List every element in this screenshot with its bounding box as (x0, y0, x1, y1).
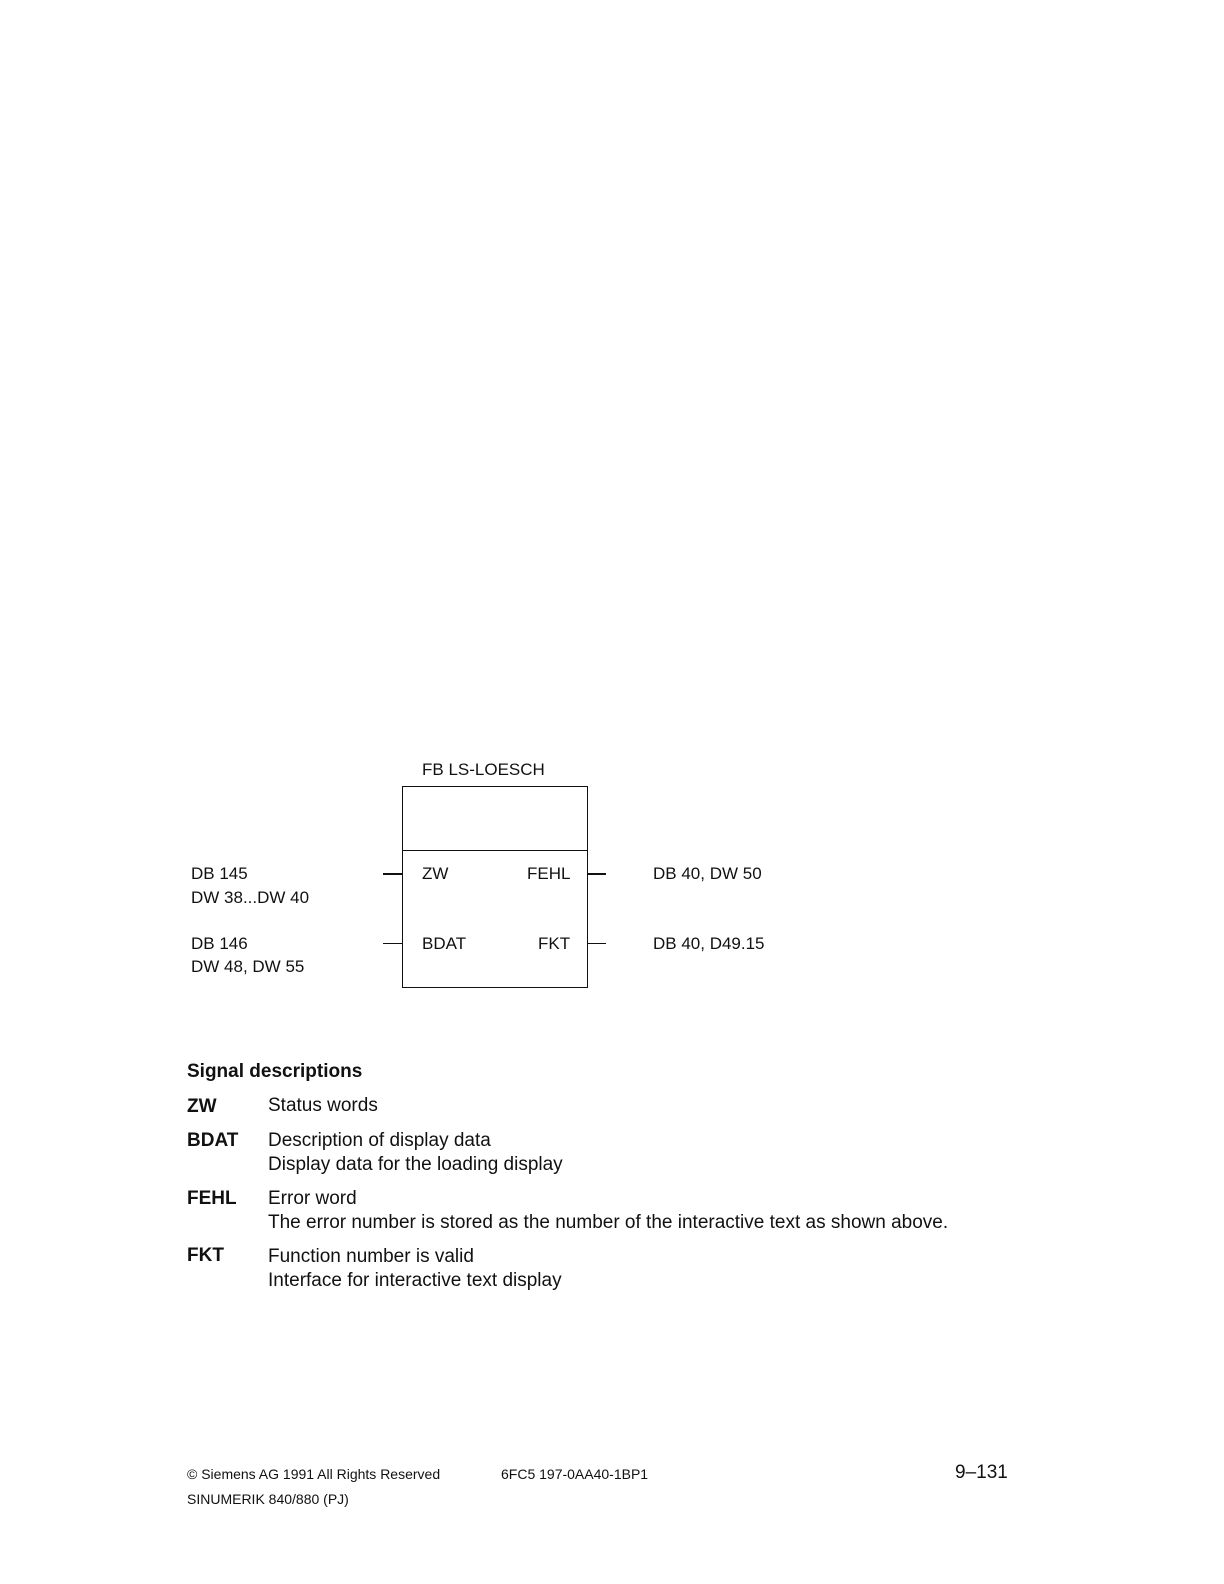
pin-zw: ZW (422, 864, 449, 883)
input-wire-zw (383, 873, 402, 875)
block-header-divider (403, 850, 587, 851)
input-wire-bdat (383, 943, 402, 944)
pin-bdat: BDAT (422, 934, 467, 953)
output-wire-fkt (588, 943, 606, 944)
signal-term-fehl: FEHL (187, 1188, 237, 1209)
function-block-box (402, 786, 588, 988)
pin-fkt: FKT (538, 934, 571, 953)
output-target-fkt: DB 40, D49.15 (653, 934, 765, 953)
signal-desc-zw-line1: Status words (268, 1095, 378, 1116)
input-source-bdat-line1: DB 146 (191, 934, 248, 953)
footer-order-number: 6FC5 197-0AA40-1BP1 (501, 1466, 649, 1482)
footer-copyright: © Siemens AG 1991 All Rights Reserved (187, 1466, 441, 1482)
signal-desc-fehl-line2: The error number is stored as the number of the interactive text as shown above. (268, 1212, 949, 1233)
signal-descriptions-heading: Signal descriptions (187, 1061, 363, 1082)
signal-desc-bdat-line1: Description of display data (268, 1130, 491, 1151)
signal-desc-bdat-line2: Display data for the loading display (268, 1154, 563, 1175)
input-source-zw-line1: DB 145 (191, 864, 248, 883)
footer-product: SINUMERIK 840/880 (PJ) (187, 1491, 349, 1507)
output-wire-fehl (588, 873, 606, 875)
signal-term-zw: ZW (187, 1096, 217, 1117)
signal-desc-fehl-line1: Error word (268, 1188, 357, 1209)
input-source-zw-line2: DW 38...DW 40 (191, 888, 310, 907)
signal-desc-fkt-line1: Function number is valid (268, 1246, 474, 1267)
signal-desc-fkt-line2: Interface for interactive text display (268, 1270, 562, 1291)
output-target-fehl: DB 40, DW 50 (653, 864, 762, 883)
input-source-bdat-line2: DW 48, DW 55 (191, 957, 305, 976)
pin-fehl: FEHL (527, 864, 571, 883)
page-number: 9–131 (955, 1462, 1008, 1483)
signal-term-bdat: BDAT (187, 1130, 239, 1151)
block-title: FB LS-LOESCH (422, 760, 545, 779)
signal-term-fkt: FKT (187, 1245, 224, 1266)
